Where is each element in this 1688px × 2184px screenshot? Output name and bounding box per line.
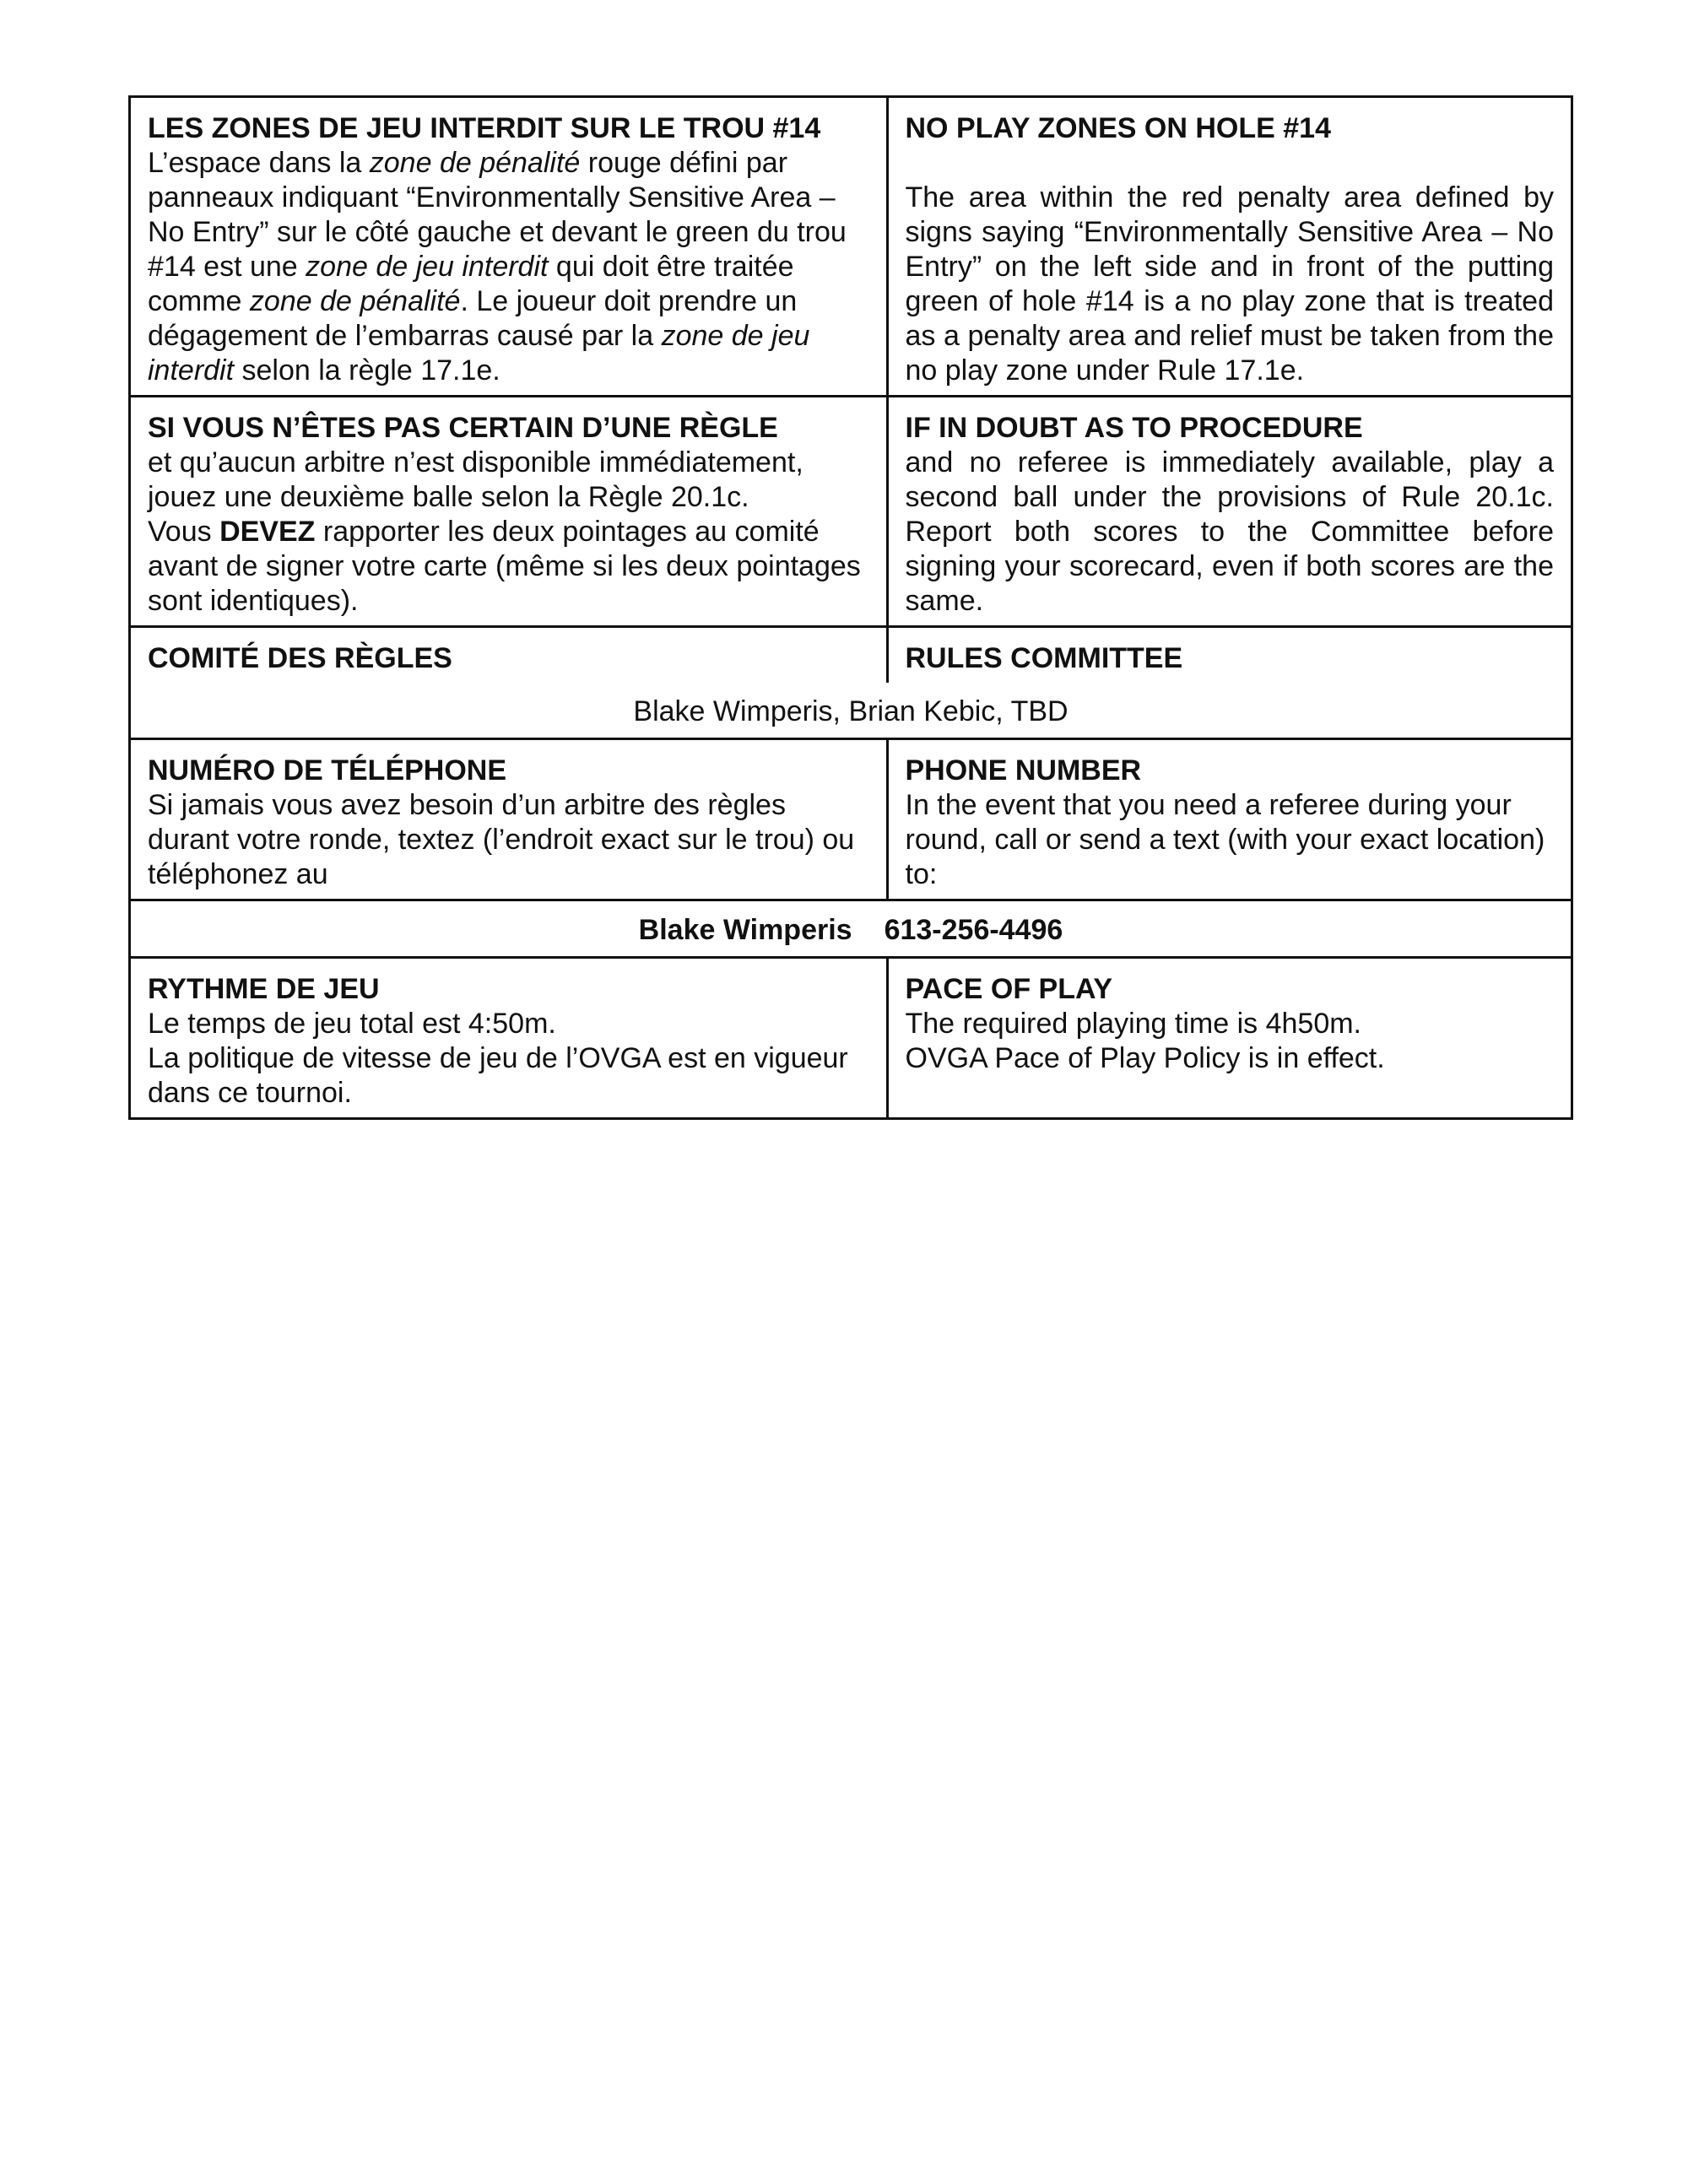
heading-no-play-fr: LES ZONES DE JEU INTERDIT SUR LE TROU #14 — [148, 112, 821, 144]
cell-doubt-fr — [130, 397, 888, 627]
term-no-play-zone-fr: zone de jeu interdit — [306, 251, 549, 283]
text-no-play-fr-7: . Le joueur doit prendre un dégagement de l’embarras causé par la — [148, 285, 798, 352]
heading-doubt-en: IF IN DOUBT AS TO PROCEDURE — [905, 412, 1363, 444]
table-row-doubt — [130, 397, 1572, 627]
phone-contact-line — [639, 914, 1063, 946]
term-penalty-area-fr-2: zone de pénalité — [249, 285, 461, 317]
heading-doubt-fr: SI VOUS N’ÊTES PAS CERTAIN D’UNE RÈGLE — [148, 412, 778, 444]
table-row-committee-names — [130, 683, 1572, 739]
text-doubt-fr-2b: rapporter les deux pointages au comité avant de signer votre carte (même si les deux pointages sont identiques). — [148, 516, 861, 617]
table-row-no-play-zones — [130, 97, 1572, 397]
cell-phone-contact — [130, 900, 1572, 958]
cell-committee-names — [130, 683, 1572, 739]
cell-pace-fr — [130, 958, 888, 1119]
text-pace-en-2: OVGA Pace of Play Policy is in effect. — [905, 1042, 1385, 1074]
text-no-play-en: The area within the red penalty area defined by signs saying “Environmentally Sensitive Area – No Entry” on the left side and in front of the putting green of hole #14 is a no play zone that is treated as a penalty area and relief must be taken from the no play zone under Rule 17.1e. — [905, 181, 1554, 387]
rules-table — [128, 95, 1573, 1120]
term-no-play-zone-fr-2: zone de jeu interdit — [148, 320, 810, 387]
table-row-phone-contact — [130, 900, 1572, 958]
text-phone-fr: Si jamais vous avez besoin d’un arbitre des règles durant votre ronde, textez (l’endroit exact sur le trou) ou téléphonez au — [148, 789, 855, 890]
cell-phone-fr — [130, 739, 888, 900]
table-row-pace — [130, 958, 1572, 1119]
committee-names: Blake Wimperis, Brian Kebic, TBD — [633, 695, 1069, 727]
heading-pace-en: PACE OF PLAY — [905, 973, 1113, 1005]
text-pace-fr-1: Le temps de jeu total est 4:50m. — [148, 1008, 556, 1040]
cell-committee-fr — [130, 627, 888, 684]
phone-contact-number[interactable]: 613-256-4496 — [884, 914, 1063, 946]
text-phone-en: In the event that you need a referee during your round, call or send a text (with your exact location) to: — [905, 789, 1545, 890]
heading-committee-en: RULES COMMITTEE — [905, 642, 1183, 674]
phone-contact-name: Blake Wimperis — [638, 914, 852, 946]
text-no-play-fr-1: L’espace dans la — [148, 147, 370, 179]
heading-phone-fr: NUMÉRO DE TÉLÉPHONE — [148, 754, 507, 787]
term-penalty-area-fr: zone de pénalité — [369, 147, 581, 179]
cell-no-play-fr — [130, 97, 888, 397]
text-doubt-en: and no referee is immediately available, play a second ball under the provisions of Rule 20.1c. Report both scores to the Committee before signing your scorecard, even if both scores are the same. — [905, 446, 1554, 617]
table-row-phone — [130, 739, 1572, 900]
text-pace-en-1: The required playing time is 4h50m. — [905, 1008, 1361, 1040]
text-no-play-fr-9: selon la règle 17.1e. — [234, 354, 500, 387]
text-doubt-fr-2 — [148, 515, 869, 619]
cell-phone-en — [887, 739, 1572, 900]
heading-pace-fr: RYTHME DE JEU — [148, 973, 380, 1005]
table-row-committee-heading — [130, 627, 1572, 684]
cell-doubt-en — [887, 397, 1572, 627]
cell-committee-en — [887, 627, 1572, 684]
heading-no-play-en: NO PLAY ZONES ON HOLE #14 — [905, 112, 1331, 144]
heading-phone-en: PHONE NUMBER — [905, 754, 1142, 787]
text-doubt-fr-1: et qu’aucun arbitre n’est disponible immédiatement, jouez une deuxième balle selon la Règle 20.1c. — [148, 446, 803, 513]
cell-pace-en — [887, 958, 1572, 1119]
text-doubt-fr-2a: Vous — [148, 516, 220, 548]
text-no-play-fr-3: rouge défini par panneaux indiquant “Environmentally Sensitive Area – No Entry” sur le côté gauche et devant le green du trou #14 est une — [148, 147, 847, 283]
text-pace-fr-2: La politique de vitesse de jeu de l’OVGA est en vigueur dans ce tournoi. — [148, 1042, 848, 1109]
spacer — [906, 146, 1555, 181]
cell-no-play-en — [887, 97, 1572, 397]
text-doubt-fr-must: DEVEZ — [219, 516, 316, 548]
text-no-play-fr-5: qui doit être traitée comme — [148, 251, 794, 317]
heading-committee-fr: COMITÉ DES RÈGLES — [148, 642, 452, 674]
